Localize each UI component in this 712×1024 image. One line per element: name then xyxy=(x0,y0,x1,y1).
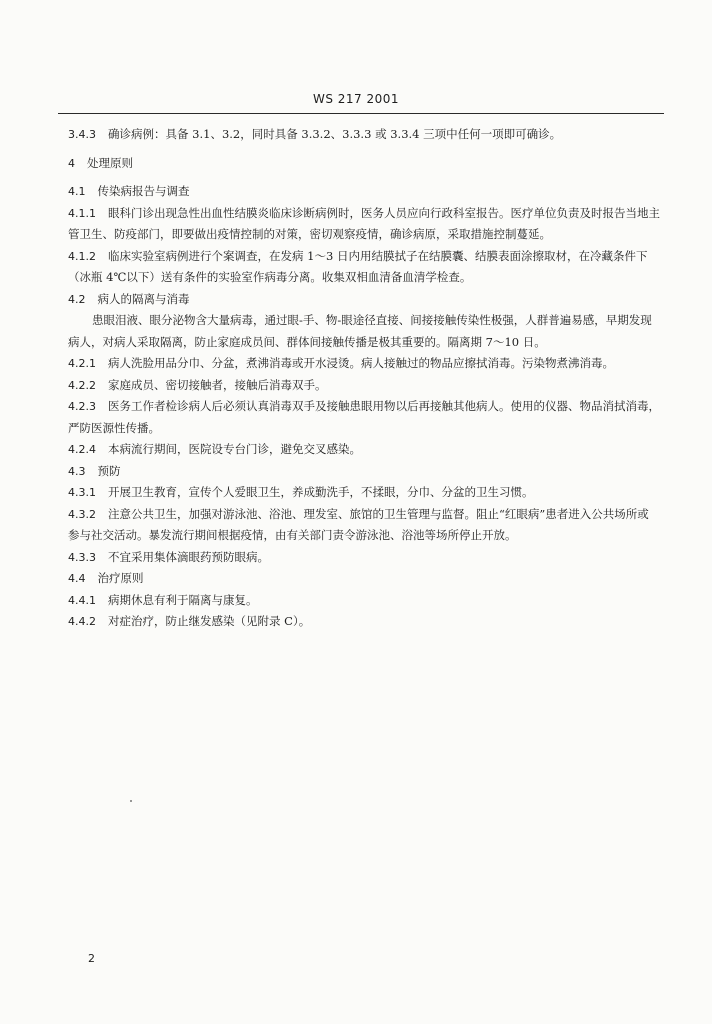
section-heading-4-1: 4.1 传染病报告与调查 xyxy=(68,184,190,198)
clause-4-2-3: 4.2.3 医务工作者检诊病人后必须认真消毒双手及接触患眼用物以后再接触其他病人。使用的仪器、物品消拭消毒，严防医源性传播。 xyxy=(68,399,660,435)
clause-4-4-2: 4.4.2 对症治疗，防止继发感染（见附录 C）。 xyxy=(68,614,311,628)
section-heading-4: 4 处理原则 xyxy=(68,155,133,170)
clause-4-4-1: 4.4.1 病期休息有利于隔离与康复。 xyxy=(68,592,258,607)
standard-code-header: WS 217 2001 xyxy=(312,92,400,106)
clause-4-3-2: 4.3.2 注意公共卫生，加强对游泳池、浴池、理发室、旅馆的卫生管理与监督。阻止“红眼病”患者进入公共场所或参与社交活动。暴发流行期间根据疫情，由有关部门责令游泳池、浴池等场所停止开放。 xyxy=(68,506,649,542)
clause-4-3-1: 4.3.1 开展卫生教育，宣传个人爱眼卫生，养成勤洗手，不揉眼，分巾、分盆的卫生习惯。 xyxy=(68,485,534,499)
clause-4-3-3: 4.3.3 不宜采用集体滴眼药预防眼病。 xyxy=(68,549,269,564)
clause-4-2-2: 4.2.2 家庭成员、密切接触者，接触后消毒双手。 xyxy=(68,377,327,392)
section-heading-4-4: 4.4 治疗原则 xyxy=(68,571,144,585)
paragraph-4-2-intro: 患眼泪液、眼分泌物含大量病毒，通过眼-手、物-眼途径直接、间接接触传染性极强，人群普遍易感，早期发现病人，对病人采取隔离，防止家庭成员间、群体间接触传播是极其重要的。隔离期 7～10 日。 xyxy=(68,313,652,349)
clause-4-1-1: 4.1.1 眼科门诊出现急性出血性结膜炎临床诊断病例时，医务人员应向行政科室报告。医疗单位负责及时报告当地主管卫生、防疫部门，即要做出疫情控制的对策，密切观察疫情，确诊病原，采取措施控制蔓延。 xyxy=(68,205,660,241)
scan-speck xyxy=(130,800,132,802)
section-heading-4-3: 4.3 预防 xyxy=(68,463,121,478)
clause-4-2-4: 4.2.4 本病流行期间，医院设专台门诊，避免交叉感染。 xyxy=(68,442,361,456)
header-divider xyxy=(58,113,664,114)
clause-4-1-2: 4.1.2 临床实验室病例进行个案调查，在发病 1～3 日内用结膜拭子在结膜囊、结膜表面涂擦取材，在冷藏条件下（冰瓶 4℃以下）送有条件的实验室作病毒分离。收集双相血清备血清学检查。 xyxy=(68,248,648,284)
body-text xyxy=(68,124,660,633)
clause-4-2-1: 4.2.1 病人洗脸用品分巾、分盆，煮沸消毒或开水浸烫。病人接触过的物品应擦拭消毒。污染物煮沸消毒。 xyxy=(68,356,614,370)
page-number: 2 xyxy=(88,952,95,965)
clause-3-4-3: 3.4.3 确诊病例：具备 3.1、3.2，同时具备 3.3.2、3.3.3 或 3.3.4 三项中任何一项即可确诊。 xyxy=(68,127,562,141)
section-heading-4-2: 4.2 病人的隔离与消毒 xyxy=(68,291,190,306)
